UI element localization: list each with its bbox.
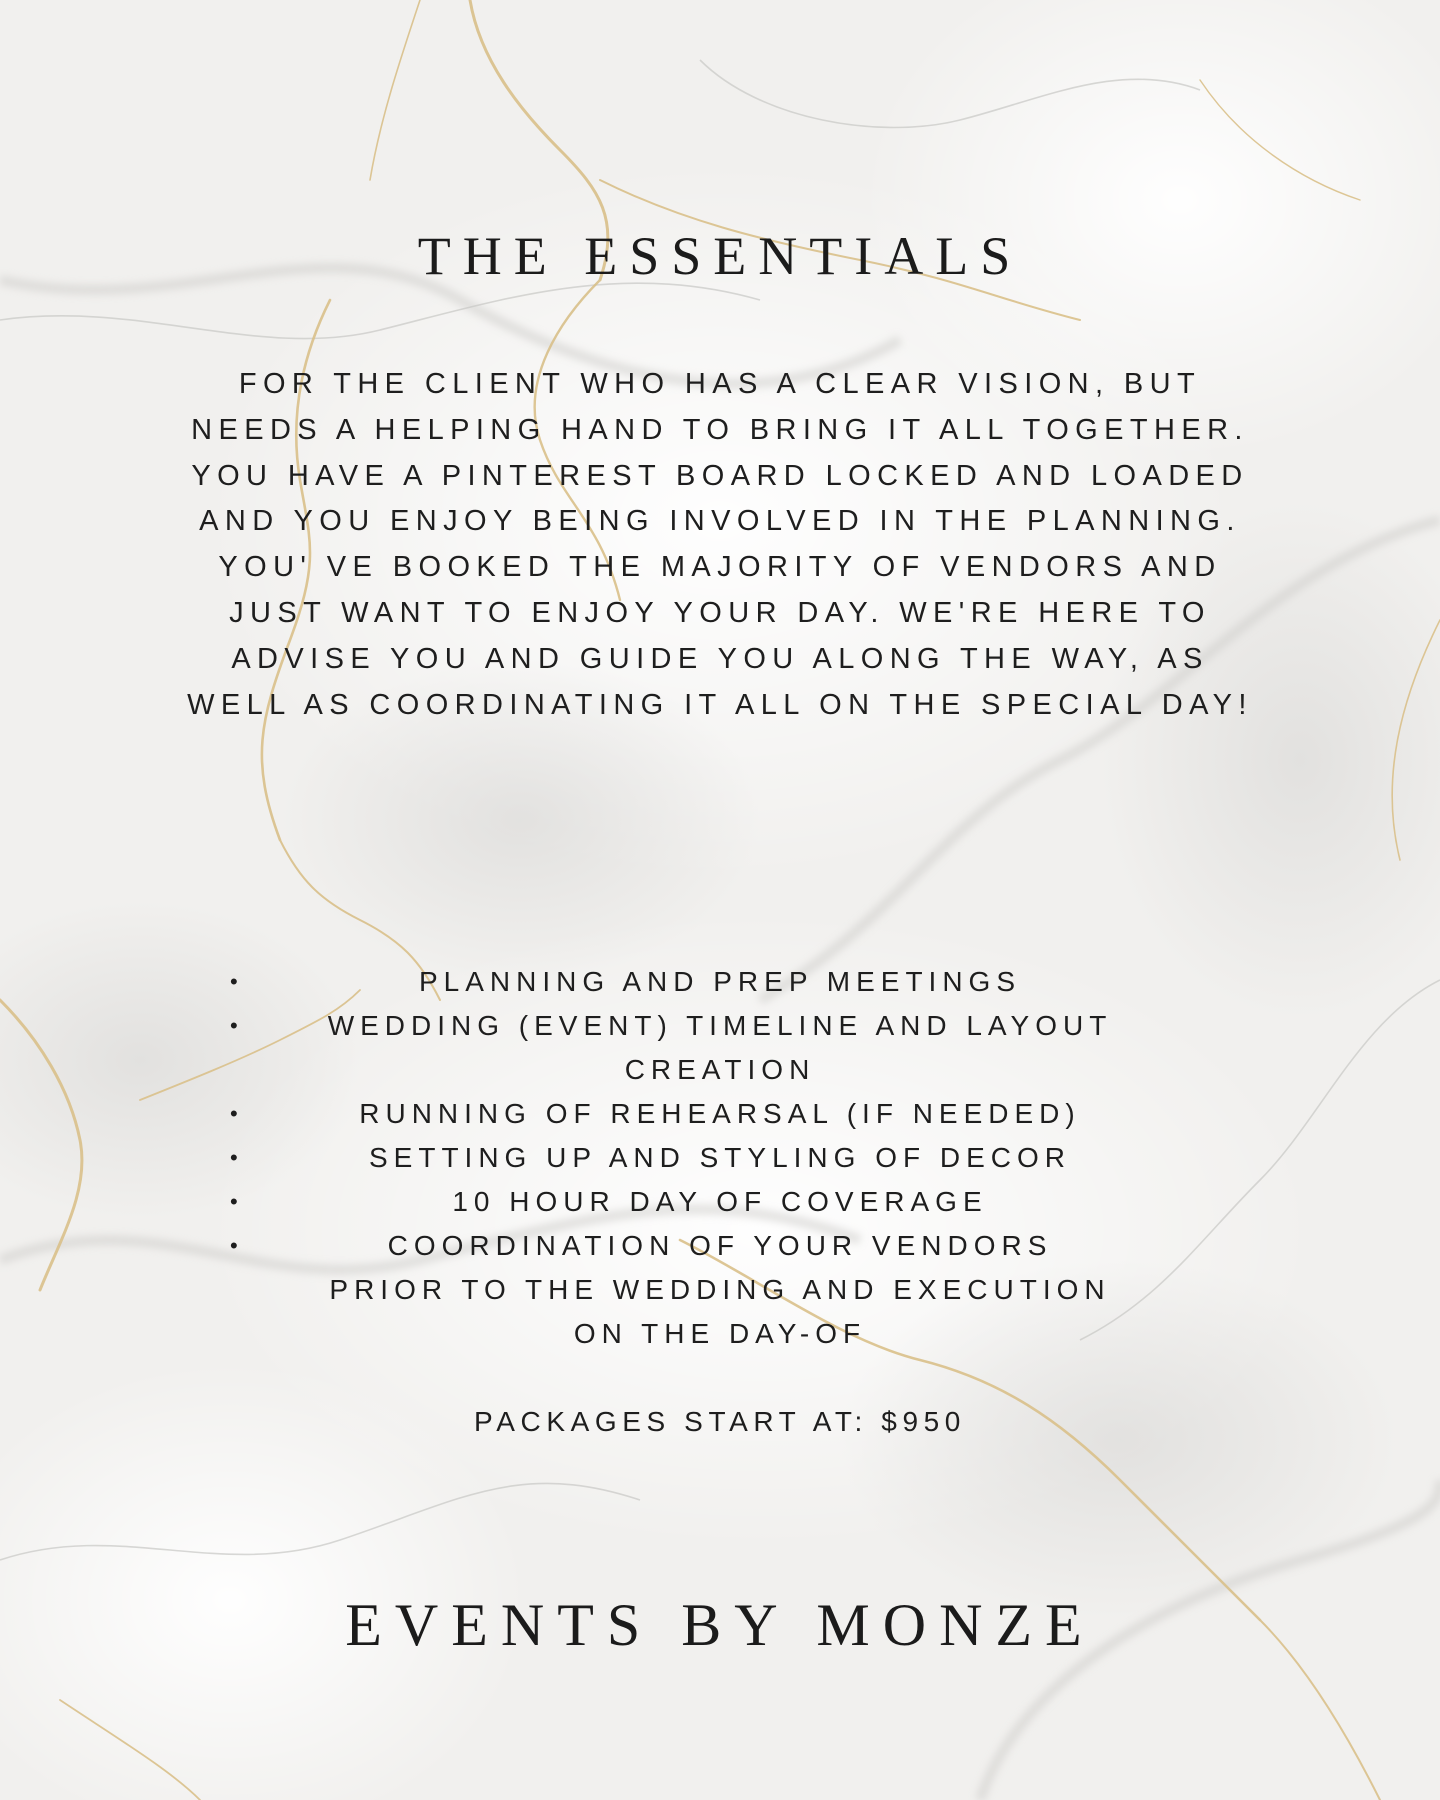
bullet-icon: • xyxy=(230,1145,238,1170)
intro-line: JUST WANT TO ENJOY YOUR DAY. WE'RE HERE TO xyxy=(229,596,1211,629)
intro-line: ADVISE YOU AND GUIDE YOU ALONG THE WAY, AS xyxy=(231,642,1209,675)
feature-text: 10 HOUR DAY OF COVERAGE xyxy=(452,1186,988,1217)
feature-text: PLANNING AND PREP MEETINGS xyxy=(418,966,1022,997)
feature-item-vendors xyxy=(200,1224,1240,1356)
brand-name: EVENTS BY MONZE xyxy=(345,1592,1095,1658)
feature-item-rehearsal xyxy=(200,1092,1240,1136)
feature-text: COORDINATION OF YOUR VENDORS xyxy=(387,1230,1053,1261)
bullet-icon: • xyxy=(230,1233,238,1258)
intro-line: YOU' VE BOOKED THE MAJORITY OF VENDORS AND xyxy=(218,551,1222,584)
feature-item-planning xyxy=(200,960,1240,1004)
intro-line: YOU HAVE A PINTEREST BOARD LOCKED AND LOADED xyxy=(191,459,1249,492)
feature-text: RUNNING OF REHEARSAL (IF NEEDED) xyxy=(359,1098,1081,1129)
feature-text: PRIOR TO THE WEDDING AND EXECUTION xyxy=(329,1274,1111,1305)
feature-list xyxy=(200,960,1240,1356)
feature-text: SETTING UP AND STYLING OF DECOR xyxy=(368,1142,1071,1173)
intro-line: WELL AS COORDINATING IT ALL ON THE SPECIAL DAY! xyxy=(187,688,1253,721)
price-text: PACKAGES START AT: $950 xyxy=(474,1406,966,1437)
feature-text: ON THE DAY-OF xyxy=(573,1318,867,1349)
intro-paragraph xyxy=(120,362,1320,728)
bullet-icon: • xyxy=(230,1101,238,1126)
feature-text: CREATION xyxy=(624,1054,816,1085)
intro-line: AND YOU ENJOY BEING INVOLVED IN THE PLANNING. xyxy=(199,505,1241,538)
intro-line: FOR THE CLIENT WHO HAS A CLEAR VISION, BUT xyxy=(238,368,1202,400)
bullet-icon: • xyxy=(230,1189,238,1214)
feature-item-coverage xyxy=(200,1180,1240,1224)
feature-item-decor xyxy=(200,1136,1240,1180)
page-title: THE ESSENTIALS xyxy=(417,226,1023,287)
intro-line: NEEDS A HELPING HAND TO BRING IT ALL TOGETHER. xyxy=(191,413,1249,446)
bullet-icon: • xyxy=(230,1013,238,1038)
bullet-icon: • xyxy=(230,969,238,994)
feature-item-timeline xyxy=(200,1004,1240,1092)
feature-text: WEDDING (EVENT) TIMELINE AND LAYOUT xyxy=(327,1010,1113,1041)
